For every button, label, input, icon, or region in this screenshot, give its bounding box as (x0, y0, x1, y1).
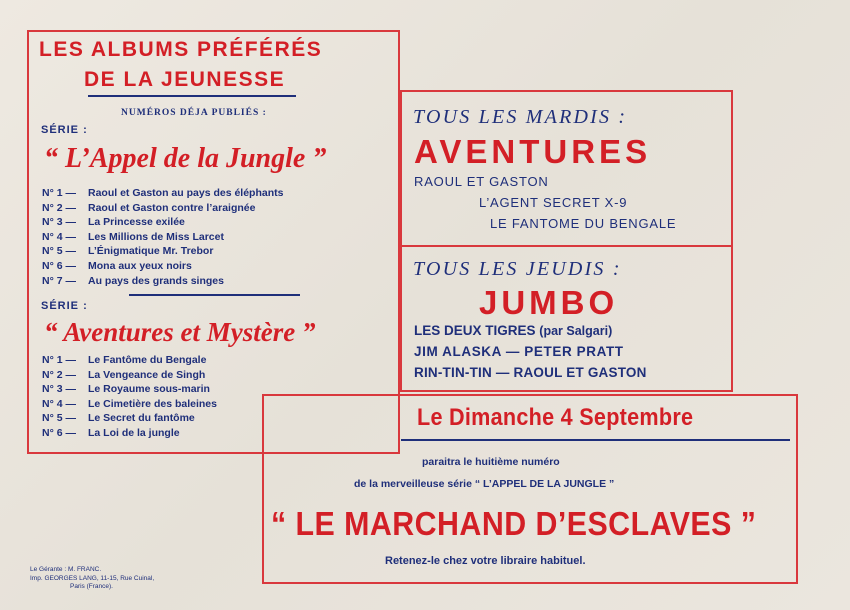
announcement-headline: “ LE MARCHAND D’ESCLAVES ” (271, 505, 757, 542)
thursday-line1-title: LES DEUX TIGRES (414, 323, 536, 338)
albums-title-line2: DE LA JEUNESSE (84, 68, 286, 91)
series2-title: “ Aventures et Mystère ” (44, 317, 316, 347)
list-item: N° 3 — Le Royaume sous-marin (42, 383, 210, 396)
imprint (30, 566, 154, 592)
series1-label: SÉRIE : (41, 124, 88, 136)
tuesday-title: AVENTURES (414, 133, 652, 170)
date-underline (401, 439, 790, 441)
announcement-footer: Retenez-le chez votre libraire habituel. (385, 555, 586, 567)
thursday-line3: RIN-TIN-TIN — RAOUL ET GASTON (414, 365, 647, 380)
list-item: N° 6 — Mona aux yeux noirs (42, 259, 192, 272)
imprint-line1: Le Gérante : M. FRANC. (30, 566, 102, 573)
list-item: N° 1 — Raoul et Gaston au pays des éléphants (42, 187, 284, 199)
series2-label: SÉRIE : (41, 300, 88, 312)
tuesday-label: TOUS LES MARDIS : (413, 106, 628, 128)
list-item: N° 2 — La Vengeance de Singh (42, 368, 206, 381)
list-item: N° 2 — Raoul et Gaston contre l’araignée (42, 201, 256, 214)
weekly-divider (401, 245, 732, 247)
tuesday-line3: LE FANTOME DU BENGALE (490, 216, 677, 231)
published-label: NUMÉROS DÉJA PUBLIÉS : (121, 108, 267, 118)
thursday-label: TOUS LES JEUDIS : (413, 258, 622, 280)
list-item: N° 1 — Le Fantôme du Bengale (42, 354, 207, 366)
series1-title: “ L’Appel de la Jungle ” (44, 143, 327, 174)
announcement-date: Le Dimanche 4 Septembre (417, 404, 694, 431)
thursday-line1 (414, 323, 612, 338)
thursday-title: JUMBO (479, 284, 619, 321)
thursday-line1-note: (par Salgari) (539, 324, 613, 338)
list-item: N° 7 — Au pays des grands singes (42, 274, 224, 287)
list-item: N° 4 — Le Cimetière des baleines (42, 397, 217, 410)
series-divider (129, 294, 300, 296)
title-underline (88, 95, 296, 97)
list-item: N° 3 — La Princesse exilée (42, 216, 185, 229)
list-item: N° 5 — Le Secret du fantôme (42, 412, 195, 425)
albums-title-line1: LES ALBUMS PRÉFÉRÉS (39, 38, 323, 61)
tuesday-line2: L’AGENT SECRET X-9 (479, 195, 628, 210)
list-item: N° 4 — Les Millions de Miss Larcet (42, 230, 224, 243)
list-item: N° 6 — La Loi de la jungle (42, 426, 180, 439)
announcement-line2: de la merveilleuse série “ L’APPEL DE LA JUNGLE ” (354, 478, 615, 490)
series1-list (42, 186, 283, 288)
thursday-line2: JIM ALASKA — PETER PRATT (414, 344, 624, 359)
tuesday-line1: RAOUL ET GASTON (414, 174, 549, 189)
imprint-line2: Imp. GEORGES LANG, 11-15, Rue Cuinal, (30, 574, 155, 582)
list-item: N° 5 — L’Énigmatique Mr. Trebor (42, 245, 214, 258)
announcement-box-mask (400, 390, 731, 396)
series2-list (42, 353, 217, 441)
announcement-line1: paraitra le huitième numéro (422, 456, 560, 468)
imprint-line3: Paris (France). (70, 583, 113, 590)
